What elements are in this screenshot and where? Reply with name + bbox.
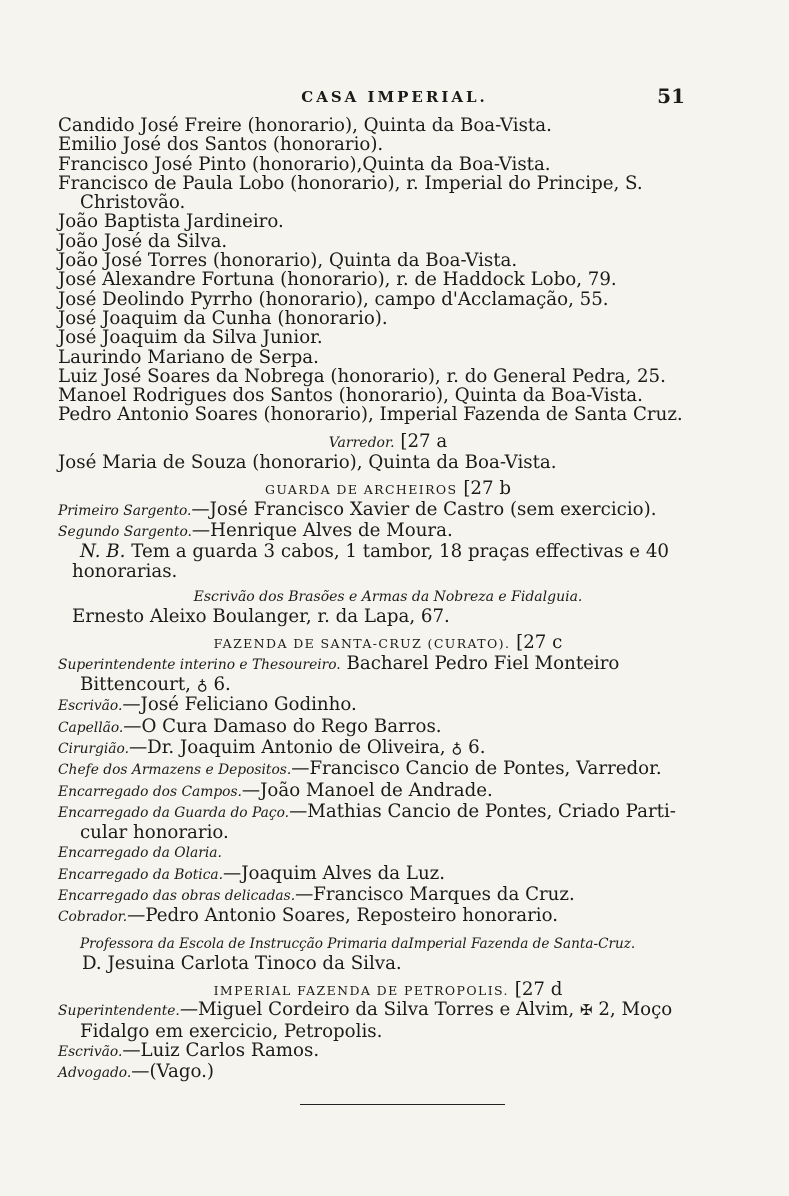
cobrador-entry xyxy=(58,906,718,927)
list-item: João José Torres (honorario), Quinta da Boa-Vista. xyxy=(58,250,518,272)
varredor-ref: [27 a xyxy=(400,430,448,452)
cirurgiao-num: 6. xyxy=(468,736,486,758)
closing-rule xyxy=(300,1104,505,1105)
guarda-paco-label: Encarregado da Guarda do Paço. xyxy=(58,804,290,821)
list-item-continuation: Christovão. xyxy=(80,192,186,214)
obras-label: Encarregado das obras delicadas. xyxy=(58,887,296,904)
santa-cruz-heading: FAZENDA DE SANTA-CRUZ (CURATO). xyxy=(213,636,511,652)
petropolis-superintendente-tail: 2, Moço xyxy=(598,999,673,1021)
capellao-entry xyxy=(58,717,718,738)
order-insignia-icon: ♁ xyxy=(451,738,463,757)
escrivao-label: Escrivão. xyxy=(58,698,123,715)
olaria-label: Encarregado da Olaria. xyxy=(58,845,222,862)
guarda-paco-continuation: cular honorario. xyxy=(80,822,229,844)
varredor-entry: José Maria de Souza (honorario), Quinta da Boa-Vista. xyxy=(58,452,557,474)
petropolis-superintendente-entry xyxy=(58,1000,718,1021)
superintendente-label: Superintendente interino e Thesoureiro. xyxy=(58,656,341,673)
list-item: José Joaquim da Cunha (honorario). xyxy=(58,307,388,329)
chefe-armazens-text: —Francisco Cancio de Pontes, Varredor. xyxy=(291,758,662,780)
guarda-paco-entry xyxy=(58,802,718,823)
section-heading-santa-cruz xyxy=(58,633,718,653)
page-number: 51 xyxy=(657,84,685,108)
list-item: João Baptista Jardineiro. xyxy=(58,211,284,233)
superintendente-continuation xyxy=(58,675,718,695)
list-item: Francisco de Paula Lobo (honorario), r. Imperial do Principe, S. xyxy=(58,172,643,194)
page-body xyxy=(58,116,718,1084)
primeiro-sargento-text: —José Francisco Xavier de Castro (sem exercicio). xyxy=(191,498,657,520)
list-item: Laurindo Mariano de Serpa. xyxy=(58,346,319,368)
superintendente-entry xyxy=(58,654,718,675)
escrivao-brasoes-heading: Escrivão dos Brasões e Armas da Nobreza e Fidalguia. xyxy=(193,588,583,605)
list-item: José Joaquim da Silva Junior. xyxy=(58,327,323,349)
list-item: Francisco José Pinto (honorario),Quinta da Boa-Vista. xyxy=(58,153,551,175)
cobrador-label: Cobrador. xyxy=(58,909,128,926)
nota-bene-text: Tem a guarda 3 cabos, 1 tambor, 18 praças effectivas e 40 xyxy=(131,541,669,563)
petropolis-superintendente-label: Superintendente. xyxy=(58,1003,180,1020)
list-item: José Deolindo Pyrrho (honorario), campo d'Acclamação, 55. xyxy=(58,288,609,310)
running-header xyxy=(0,84,789,112)
campos-entry xyxy=(58,781,718,802)
guarda-ref: [27 b xyxy=(463,478,511,500)
primeiro-sargento-entry xyxy=(58,500,718,521)
superintendente-text: Bacharel Pedro Fiel Monteiro xyxy=(346,652,620,674)
list-item: Emilio José dos Santos (honorario). xyxy=(58,134,384,156)
section-heading-varredor xyxy=(58,432,718,453)
superintendente-num: 6. xyxy=(213,674,231,696)
cirurgiao-text: —Dr. Joaquim Antonio de Oliveira, xyxy=(128,736,446,758)
cross-insignia-icon: ✠ xyxy=(579,1001,593,1020)
superintendente-cont: Bittencourt, xyxy=(80,674,191,696)
escrivao-brasoes-entry: Ernesto Aleixo Boulanger, r. da Lapa, 67. xyxy=(72,606,450,628)
santa-cruz-ref: [27 c xyxy=(516,632,563,654)
segundo-sargento-text: —Henrique Alves de Moura. xyxy=(191,519,453,541)
petropolis-escrivao-label: Escrivão. xyxy=(58,1044,123,1061)
petropolis-escrivao-text: —Luiz Carlos Ramos. xyxy=(122,1040,320,1062)
olaria-entry xyxy=(58,842,718,863)
list-item: Candido José Freire (honorario), Quinta da Boa-Vista. xyxy=(58,115,552,136)
chefe-armazens-label: Chefe dos Armazens e Depositos. xyxy=(58,762,292,779)
campos-text: —João Manoel de Andrade. xyxy=(241,779,493,801)
varredor-heading: Varredor. xyxy=(328,434,395,451)
nota-bene xyxy=(58,542,718,561)
order-insignia-icon: ♁ xyxy=(196,676,208,695)
header-title: CASA IMPERIAL. xyxy=(301,88,488,106)
escrivao-entry xyxy=(58,695,718,716)
petropolis-advogado-label: Advogado. xyxy=(58,1065,132,1082)
professora-entry: D. Jesuina Carlota Tinoco da Silva. xyxy=(82,952,402,974)
escrivao-text: —José Feliciano Godinho. xyxy=(122,694,357,716)
list-item: João José da Silva. xyxy=(58,230,228,252)
petropolis-ref: [27 d xyxy=(514,979,563,1001)
segundo-sargento-entry xyxy=(58,521,718,542)
campos-label: Encarregado dos Campos. xyxy=(58,783,242,800)
cirurgiao-label: Cirurgião. xyxy=(58,740,129,757)
list-item: Luiz José Soares da Nobrega (honorario), r. do General Pedra, 25. xyxy=(58,365,666,387)
section-heading-guarda xyxy=(58,479,718,499)
botica-text: —Joaquim Alves da Luz. xyxy=(223,862,446,884)
professora-heading: Professora da Escola de Instrucção Primaria daImperial Fazenda de Santa-Cruz. xyxy=(80,935,636,952)
guarda-paco-text: —Mathias Cancio de Pontes, Criado Parti- xyxy=(289,800,676,822)
capellao-label: Capellão. xyxy=(58,719,124,736)
petropolis-advogado-entry xyxy=(58,1062,718,1083)
obras-entry xyxy=(58,885,718,906)
cirurgiao-entry xyxy=(58,738,718,759)
chefe-armazens-entry xyxy=(58,759,718,780)
petropolis-escrivao-entry xyxy=(58,1041,718,1062)
guarda-heading: GUARDA DE ARCHEIROS xyxy=(265,482,458,498)
list-item: Manoel Rodrigues dos Santos (honorario), Quinta da Boa-Vista. xyxy=(58,385,643,407)
list-item: José Alexandre Fortuna (honorario), r. de Haddock Lobo, 79. xyxy=(58,269,617,291)
botica-label: Encarregado da Botica. xyxy=(58,866,224,883)
petropolis-advogado-text: —(Vago.) xyxy=(131,1061,214,1083)
cobrador-text: —Pedro Antonio Soares, Reposteiro honorario. xyxy=(127,905,559,927)
petropolis-superintendente-continuation: Fidalgo em exercicio, Petropolis. xyxy=(80,1020,383,1042)
petropolis-superintendente-text: —Miguel Cordeiro da Silva Torres e Alvim, xyxy=(179,999,575,1021)
nota-bene-continuation: honorarias. xyxy=(72,560,178,582)
petropolis-heading: IMPERIAL FAZENDA DE PETROPOLIS. xyxy=(213,983,509,999)
nota-bene-label: N. B. xyxy=(80,541,126,563)
section-heading-petropolis xyxy=(58,980,718,1000)
primeiro-sargento-label: Primeiro Sargento. xyxy=(58,502,192,519)
segundo-sargento-label: Segundo Sargento. xyxy=(58,523,192,540)
obras-text: —Francisco Marques da Cruz. xyxy=(295,883,575,905)
list-item: Pedro Antonio Soares (honorario), Imperial Fazenda de Santa Cruz. xyxy=(58,404,683,426)
capellao-text: —O Cura Damaso do Rego Barros. xyxy=(123,715,442,737)
botica-entry xyxy=(58,864,718,885)
